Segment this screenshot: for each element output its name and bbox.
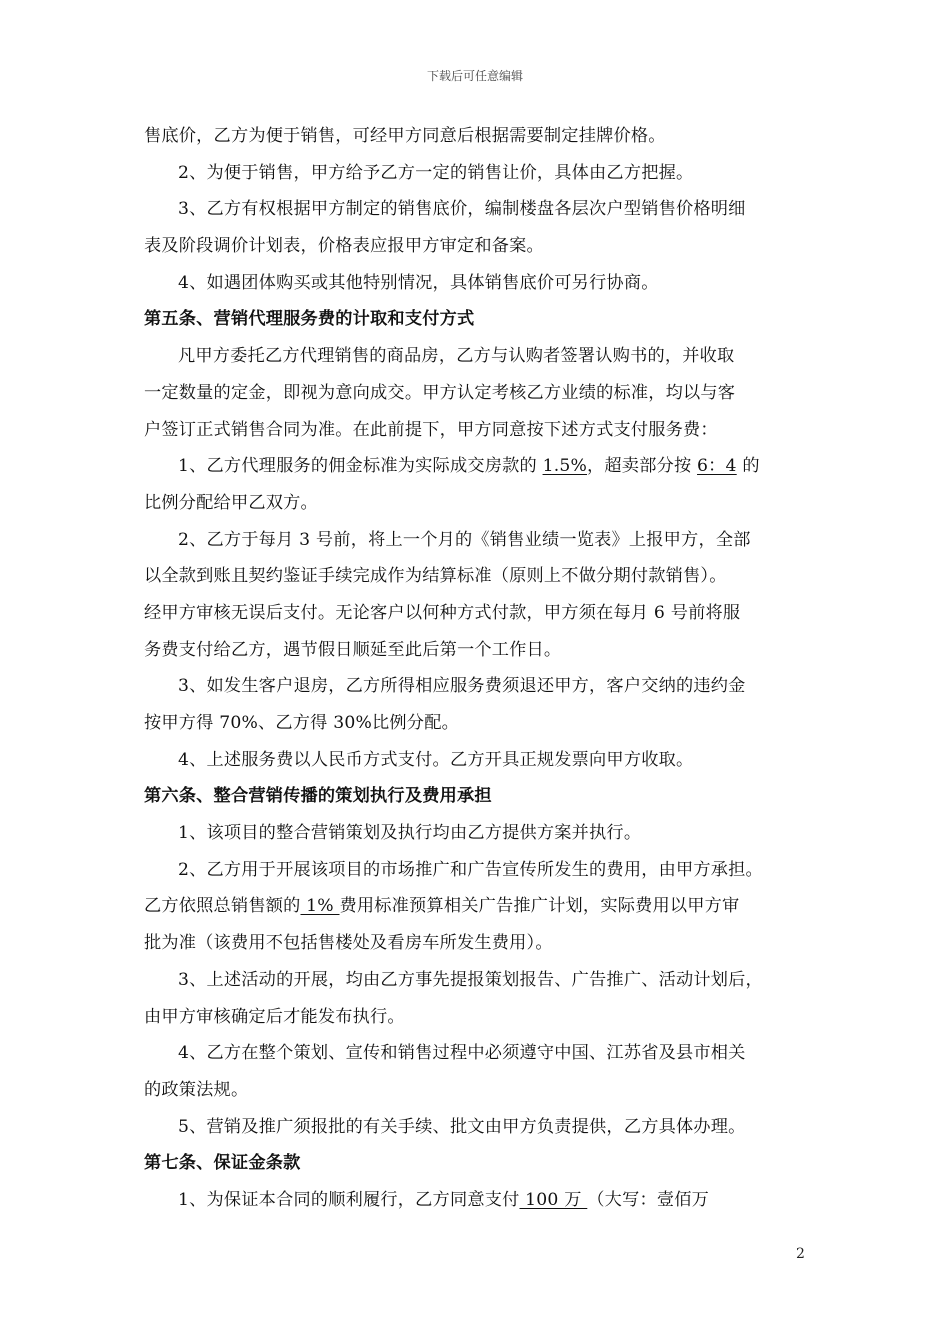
- text-line: 批为准（该费用不包括售楼处及看房车所发生费用）。: [144, 933, 553, 954]
- section-heading: 第五条、营销代理服务费的计取和支付方式: [144, 309, 475, 330]
- text-line: 由甲方审核确定后才能发布执行。: [144, 1006, 405, 1027]
- text-line: 以全款到账且契约鉴证手续完成作为结算标准（原则上不做分期付款销售）。: [144, 566, 727, 587]
- text-line: 户签订正式销售合同为准。在此前提下，甲方同意按下述方式支付服务费：: [144, 419, 718, 440]
- underlined-value: 100 万: [519, 1189, 588, 1210]
- line-segment: 费用标准预算相关广告推广计划，实际费用以甲方审: [339, 896, 740, 917]
- text-line: 2、为便于销售，甲方给予乙方一定的销售让价，具体由乙方把握。: [178, 162, 694, 183]
- text-line: 表及阶段调价计划表，价格表应报甲方审定和备案。: [144, 236, 544, 257]
- text-line: 2、乙方用于开展该项目的市场推广和广告宣传所发生的费用，由甲方承担。: [178, 859, 763, 880]
- text-line: 凡甲方委托乙方代理销售的商品房，乙方与认购者签署认购书的，并收取: [178, 346, 735, 367]
- text-line: 4、如遇团体购买或其他特别情况，具体销售底价可另行协商。: [178, 272, 659, 293]
- text-line: 一定数量的定金，即视为意向成交。甲方认定考核乙方业绩的标准，均以与客: [144, 382, 736, 403]
- text-line: 按甲方得 70%、乙方得 30%比例分配。: [144, 713, 459, 733]
- document-body: [144, 118, 808, 1219]
- page-header: 下载后可任意编辑: [426, 69, 523, 83]
- text-line: 务费支付给乙方，遇节假日顺延至此后第一个工作日。: [144, 639, 562, 660]
- section-heading: 第七条、保证金条款: [144, 1153, 301, 1174]
- line-segment: ，超卖部分按: [587, 456, 698, 477]
- line-segment: （大写：壹佰万: [587, 1189, 710, 1210]
- text-line: 3、上述活动的开展，均由乙方事先提报策划报告、广告推广、活动计划后，: [178, 969, 763, 990]
- text-line: 售底价，乙方为便于销售，可经甲方同意后根据需要制定挂牌价格。: [144, 126, 666, 146]
- line-segment: 乙方依照总销售额的: [144, 896, 301, 917]
- text-line: [144, 1182, 808, 1219]
- section-heading: 第六条、整合营销传播的策划执行及费用承担: [144, 786, 492, 807]
- underlined-value: 6：4: [697, 456, 737, 477]
- underlined-value: 1.5%: [542, 456, 588, 477]
- underlined-value: 1%: [300, 896, 340, 917]
- text-line: 5、营销及推广须报批的有关手续、批文由甲方负责提供，乙方具体办理。: [178, 1116, 746, 1137]
- text-line: 3、乙方有权根据甲方制定的销售底价，编制楼盘各层次户型销售价格明细: [178, 199, 746, 220]
- text-line: [144, 448, 808, 485]
- text-line: 4、上述服务费以人民币方式支付。乙方开具正规发票向甲方收取。: [178, 749, 694, 770]
- text-line: 1、该项目的整合营销策划及执行均由乙方提供方案并执行。: [178, 823, 642, 844]
- page-number: 2: [796, 1246, 805, 1262]
- text-line: [144, 888, 808, 925]
- line-segment: 1、为保证本合同的顺利履行，乙方同意支付: [178, 1189, 520, 1210]
- text-line: 4、乙方在整个策划、宣传和销售过程中必须遵守中国、江苏省及县市相关: [178, 1043, 746, 1064]
- line-segment: 1、乙方代理服务的佣金标准为实际成交房款的: [178, 456, 543, 477]
- text-line: 的政策法规。: [144, 1079, 249, 1100]
- text-line: 2、乙方于每月 3 号前，将上一个月的《销售业绩一览表》上报甲方，全部: [178, 529, 751, 550]
- line-segment: 的: [736, 456, 760, 477]
- text-line: 经甲方审核无误后支付。无论客户以何种方式付款，甲方须在每月 6 号前将服: [144, 602, 741, 623]
- text-line: 3、如发生客户退房，乙方所得相应服务费须退还甲方，客户交纳的违约金: [178, 676, 746, 697]
- text-line: 比例分配给甲乙双方。: [144, 492, 318, 513]
